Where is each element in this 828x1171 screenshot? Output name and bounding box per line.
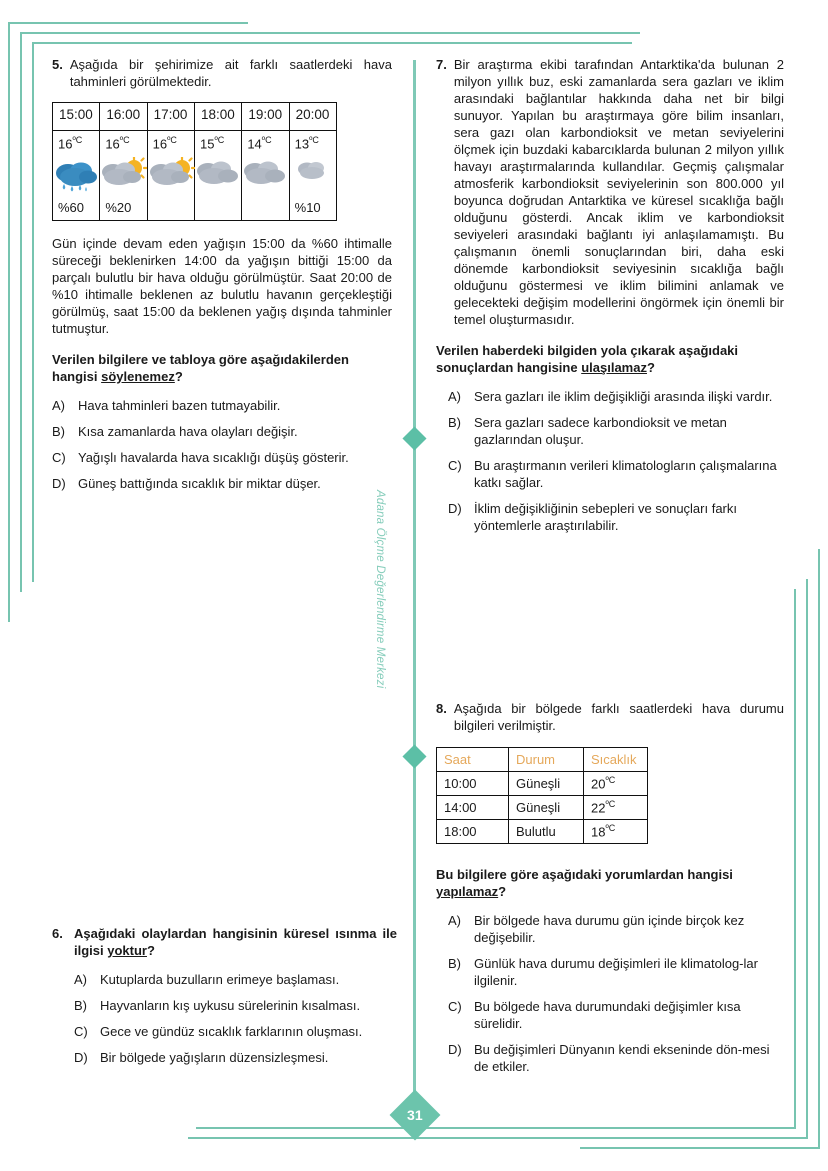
option-a-letter: A)	[52, 398, 65, 413]
question-7-header	[436, 56, 784, 328]
option-a-text: Hava tahminleri bazen tutmayabilir.	[78, 398, 281, 413]
table-row-hours	[53, 103, 337, 131]
question-7-options	[448, 388, 784, 534]
question-6-stem	[74, 925, 397, 959]
question-7-prompt-underlined: ulaşılamaz	[581, 360, 647, 375]
hour-cell-2: 16:00	[100, 103, 147, 131]
option-c-text: Bu araştırmanın verileri klimatologların çalışmalarına katkı sağlar.	[474, 458, 777, 490]
column-header-saat: Saat	[437, 748, 509, 772]
option-c[interactable]	[74, 1023, 397, 1040]
option-a[interactable]	[52, 397, 392, 414]
option-d[interactable]	[448, 1041, 784, 1075]
cell-time: 10:00	[437, 772, 509, 796]
option-b[interactable]	[448, 414, 784, 448]
temperature-4: $15^{ºC}$	[199, 135, 225, 152]
question-5-paragraph: Gün içinde devam eden yağışın 15:00 da %60 ihtimalle süreceği beklenirken 14:00 da yağışın bittiği 15:00 da parçalı bulutlu bir hava olduğu görülmüştür. Saat 20:00 de %10 ihtimalle beklenen az bulutlu havanın gerçekleştiği görülmüş, saat 15:00 da beklenen yağış dışında tahminler tutmuştur.	[52, 236, 392, 336]
cloud-icon	[194, 157, 242, 192]
page-number-badge	[390, 1090, 441, 1141]
forecast-cell-3	[147, 131, 194, 221]
option-d[interactable]	[74, 1049, 397, 1066]
weather-data-table	[436, 747, 648, 844]
option-d-letter: D)	[448, 1042, 462, 1057]
hour-cell-1: 15:00	[53, 103, 100, 131]
watermark-text: Adana Ölçme Değerlendirme Merkezi	[374, 490, 386, 689]
sun-behind-cloud-icon	[99, 157, 147, 194]
question-8-prompt-part1: Bu bilgilere göre aşağıdaki yorumlardan hangisi	[436, 867, 733, 882]
divider-diamond-upper	[402, 426, 426, 450]
option-b-text: Günlük hava durumu değişimleri ile klimatolog-lar ilgilenir.	[474, 956, 758, 988]
table-row-forecast	[53, 131, 337, 221]
option-a-letter: A)	[448, 389, 461, 404]
option-a-letter: A)	[448, 913, 461, 928]
option-b-letter: B)	[74, 998, 87, 1013]
page-number-label: 31	[407, 1106, 423, 1123]
question-7-stem: Bir araştırma ekibi tarafından Antarktika'da bulunan 2 milyon yıllık buz, eski zamanlarda sera gazları ve iklim arasındaki bağlantılar hakkında daha net bir bilgi sunuyor. Yapılan bu araştırmaya göre bilim insanları, sera gazı olan karbondioksit ve metan seviyelerini ölçmek için buzdaki kabarcıklarda bulunan 2 milyon yıllık havayı araştırmalarında kullandılar. Geçmiş çalışmalar atmosferik karbondioksit seviyelerinin son 800.000 yıl boyunca doğrudan Antarktika ve küresel sıcaklığa bağlı olduğunu gösterdi. Ancak iklim ve karbondioksit seviyeleri arasındaki bağlantı iyi anlaşılamamıştı. Bu çalışmanın önemli sonuçlarından biri, daha eski dönemde karbondioksit seviyesinin sıcaklığa bağlı olduğunu göstermesi ve iklim bilimini anlamak ve gelecekteki değişim modellerini öngörmek için önemli bir temel oluşturmasıdır.	[453, 57, 784, 327]
question-8-prompt	[436, 866, 784, 900]
question-7-prompt	[436, 342, 784, 376]
precip-6: %10	[294, 200, 321, 215]
question-5-stem: Aşağıda bir şehirimize ait farklı saatlerdeki hava tahminleri görülmektedir.	[69, 57, 392, 89]
question-7-prompt-part1: Verilen haberdeki bilgiden yola çıkarak aşağıdaki sonuçlardan hangisine	[436, 343, 739, 375]
question-7-prompt-part2: ?	[646, 360, 655, 375]
temperature-6: $13^{ºC}$	[294, 135, 319, 152]
question-5-header	[52, 56, 392, 90]
sun-behind-cloud-icon	[147, 157, 195, 194]
option-b-letter: B)	[448, 956, 461, 971]
option-c-letter: C)	[448, 458, 462, 473]
option-d-text: Güneş battığında sıcaklık bir miktar düşer.	[78, 476, 321, 491]
option-c-text: Bu bölgede hava durumundaki değişimler kısa sürelidir.	[474, 999, 741, 1031]
question-5-prompt-underlined: söylenemez	[101, 369, 175, 384]
question-6-options	[74, 971, 397, 1066]
option-c-letter: C)	[448, 999, 462, 1014]
option-d-letter: D)	[448, 501, 462, 516]
cell-temperature: $18^{ºC}$	[584, 820, 648, 844]
question-7	[436, 56, 784, 543]
option-d-letter: D)	[74, 1050, 88, 1065]
forecast-cell-1	[53, 131, 100, 221]
temperature-2: $16^{ºC}$	[105, 135, 130, 152]
cloud-icon	[241, 157, 289, 192]
question-5-prompt-part1: Verilen bilgilere ve tabloya göre aşağıdakilerden hangisi	[52, 352, 349, 384]
question-8-options	[448, 912, 784, 1075]
question-5-number: 5.	[52, 57, 63, 72]
question-5-prompt-part2: ?	[174, 369, 183, 384]
temperature-3: $16^{ºC}$	[152, 135, 177, 152]
cell-condition: Bulutlu	[509, 820, 584, 844]
option-a[interactable]	[448, 388, 784, 405]
option-c-letter: C)	[74, 1024, 88, 1039]
option-b-letter: B)	[448, 415, 461, 430]
left-column	[52, 56, 392, 501]
option-b-text: Sera gazları sadece karbondioksit ve metan gazlarından oluşur.	[474, 415, 727, 447]
question-5	[52, 56, 392, 492]
cell-condition: Güneşli	[509, 796, 584, 820]
forecast-cell-4	[194, 131, 241, 221]
precip-2: %20	[105, 200, 132, 215]
question-6-number: 6.	[52, 926, 63, 941]
question-6	[52, 925, 397, 1075]
question-8-prompt-underlined: yapılamaz	[436, 884, 499, 899]
hour-cell-4: 18:00	[194, 103, 241, 131]
option-a[interactable]	[74, 971, 397, 988]
option-d-text: Bir bölgede yağışların düzensizleşmesi.	[100, 1050, 329, 1065]
option-b-text: Kısa zamanlarda hava olayları değişir.	[78, 424, 298, 439]
option-d[interactable]	[52, 475, 392, 492]
forecast-cell-6	[289, 131, 336, 221]
table-row	[437, 772, 648, 796]
question-8-header	[436, 700, 784, 734]
question-8	[436, 700, 784, 1084]
column-divider	[413, 60, 416, 1111]
cell-condition: Güneşli	[509, 772, 584, 796]
question-8-prompt-part2: ?	[498, 884, 507, 899]
option-c[interactable]	[448, 457, 784, 491]
cell-temperature: $20^{ºC}$	[584, 772, 648, 796]
option-d[interactable]	[448, 500, 784, 534]
question-8-number: 8.	[436, 701, 447, 716]
option-d-text: İklim değişikliğinin sebepleri ve sonuçları farkı yöntemlerle araştırılabilir.	[474, 501, 738, 533]
option-b[interactable]	[448, 955, 784, 989]
option-b[interactable]	[52, 423, 392, 440]
temperature-1: $16^{ºC}$	[58, 135, 83, 152]
question-6-header	[52, 925, 397, 959]
hour-cell-5: 19:00	[242, 103, 289, 131]
option-c-text: Gece ve gündüz sıcaklık farklarının oluşması.	[100, 1024, 363, 1039]
weather-forecast-table	[52, 102, 337, 221]
hour-cell-3: 17:00	[147, 103, 194, 131]
question-5-prompt	[52, 351, 392, 385]
option-d-letter: D)	[52, 476, 66, 491]
table-row	[437, 796, 648, 820]
option-c-letter: C)	[52, 450, 66, 465]
option-a[interactable]	[448, 912, 784, 946]
temperature-5: $14^{ºC}$	[247, 135, 272, 152]
option-b[interactable]	[74, 997, 397, 1014]
table-row	[437, 820, 648, 844]
question-6-stem-part2: ?	[146, 943, 155, 958]
option-b-text: Hayvanların kış uykusu sürelerinin kısalması.	[100, 998, 361, 1013]
cell-time: 14:00	[437, 796, 509, 820]
cell-time: 18:00	[437, 820, 509, 844]
cell-temperature: $22^{ºC}$	[584, 796, 648, 820]
forecast-cell-2	[100, 131, 147, 221]
option-c-text: Yağışlı havalarda hava sıcaklığı düşüş gösterir.	[78, 450, 349, 465]
question-6-stem-underlined: yoktur	[107, 943, 147, 958]
question-6-stem-part1: Aşağıdaki olaylardan hangisinin küresel ısınma ile ilgisi	[74, 926, 397, 958]
divider-diamond-lower	[402, 744, 426, 768]
option-d-text: Bu değişimleri Dünyanın kendi ekseninde dön-mesi de etkiler.	[474, 1042, 770, 1074]
option-c[interactable]	[52, 449, 392, 466]
forecast-cell-5	[242, 131, 289, 221]
option-a-text: Bir bölgede hava durumu gün içinde birçok kez değişebilir.	[474, 913, 745, 945]
option-b-letter: B)	[52, 424, 65, 439]
option-a-letter: A)	[74, 972, 87, 987]
question-8-stem: Aşağıda bir bölgede farklı saatlerdeki hava durumu bilgileri verilmiştir.	[453, 701, 784, 733]
table-header-row	[437, 748, 648, 772]
option-a-text: Kutuplarda buzulların erimeye başlaması.	[100, 972, 340, 987]
option-c[interactable]	[448, 998, 784, 1032]
column-header-sicaklik: Sıcaklık	[584, 748, 648, 772]
question-7-number: 7.	[436, 57, 447, 72]
question-5-options	[52, 397, 392, 492]
precip-1: %60	[58, 200, 85, 215]
column-header-durum: Durum	[509, 748, 584, 772]
small-cloud-icon	[293, 157, 333, 190]
rain-cloud-icon	[52, 157, 100, 204]
option-a-text: Sera gazları ile iklim değişikliği arasında ilişki vardır.	[474, 389, 773, 404]
hour-cell-6: 20:00	[289, 103, 336, 131]
